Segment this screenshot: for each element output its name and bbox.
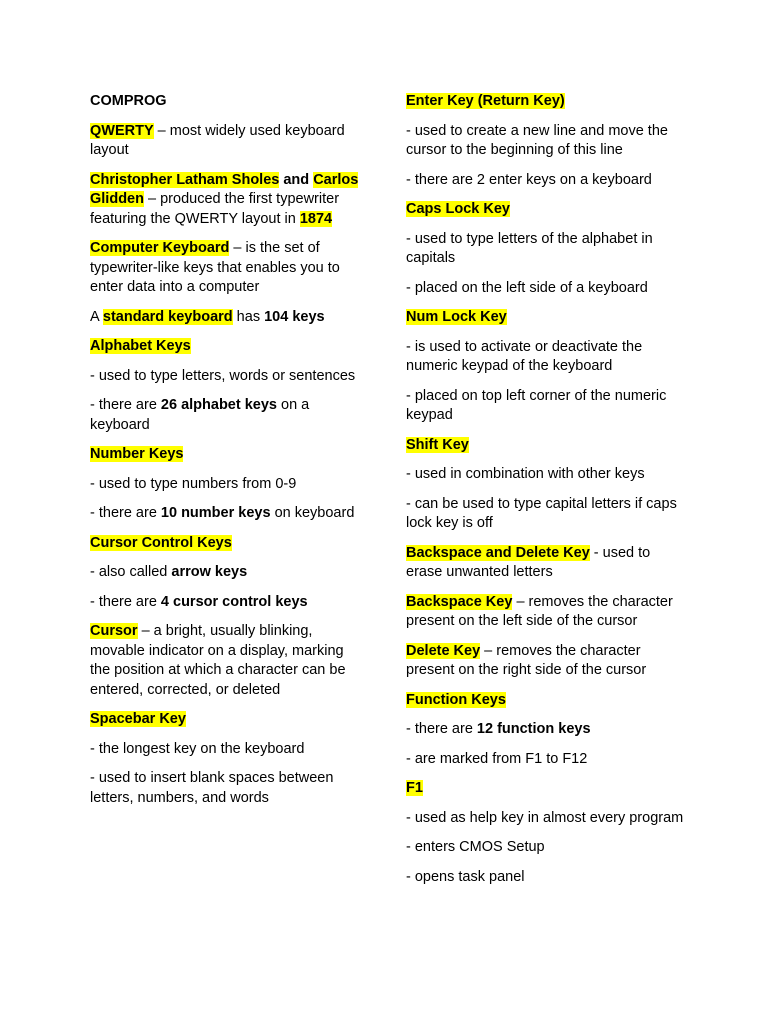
shift-heading-text: Shift Key (406, 436, 469, 453)
document-title: COMPROG (90, 93, 167, 109)
alphabet-keys-line1: - used to type letters, words or sentences (90, 367, 356, 384)
enter-key-line2: - there are 2 enter keys on a keyboard (406, 171, 652, 188)
function-keys-line2: - are marked from F1 to F12 (406, 750, 588, 767)
number-line2-bold: 10 number keys (160, 505, 271, 521)
spacebar-line1: - the longest key on the keyboard (90, 740, 305, 757)
backspace-term: Backspace Key (406, 593, 513, 610)
shift-line2: - can be used to type capital letters if caps lock key is off (406, 495, 677, 531)
f1-heading (406, 779, 686, 799)
standard-keyboard-entry (90, 308, 362, 328)
caps-lock-line1: - used to type letters of the alphabet in capitals (406, 230, 653, 266)
f1-line2: - enters CMOS Setup (406, 839, 545, 855)
function-keys-heading-text: Function Keys (406, 691, 506, 708)
cursor-control-heading (90, 534, 362, 554)
qwerty-term: QWERTY (90, 122, 154, 139)
enter-key-line1: - used to create a new line and move the cursor to the beginning of this line (406, 122, 668, 158)
function-line1-bold: 12 function keys (476, 721, 591, 737)
glidden-name: Carlos Glidden (90, 171, 359, 207)
backspace-delete-entry (406, 544, 686, 583)
function-keys-line1 (406, 720, 686, 740)
spacebar-line2: - used to insert blank spaces between letters, numbers, and words (90, 770, 334, 806)
spacebar-heading-text: Spacebar Key (90, 711, 186, 727)
alphabet-keys-heading-text: Alphabet Keys (90, 338, 191, 354)
cursor-control-line2 (90, 593, 362, 613)
function-line1-pre: - there are (406, 721, 477, 737)
alphabet-keys-line2 (90, 396, 362, 435)
cursor-control-line1-bold: arrow keys (171, 564, 248, 580)
num-lock-heading-text: Num Lock Key (406, 309, 507, 325)
enter-key-heading-text: Enter Key (Return Key) (406, 93, 565, 109)
delete-term: Delete Key (406, 642, 481, 659)
cursor-term: Cursor (90, 623, 138, 639)
cursor-control-line1 (90, 563, 362, 583)
delete-entry (406, 642, 686, 681)
alphabet-keys-heading (90, 337, 362, 357)
f1-line1: - used as help key in almost every program (406, 809, 684, 826)
sholes-and: and (279, 171, 314, 188)
backspace-delete-term: Backspace and Delete Key (406, 544, 590, 561)
number-keys-line2 (90, 504, 362, 524)
number-line2-pre: - there are (90, 505, 161, 521)
standard-key-count: 104 keys (264, 308, 325, 325)
function-keys-heading (406, 691, 686, 711)
number-keys-line1: - used to type numbers from 0-9 (90, 475, 297, 492)
delete-definition: – removes the character present on the right side of the cursor (406, 642, 647, 678)
computer-keyboard-term: Computer Keyboard (90, 240, 230, 256)
alphabet-line2-bold: 26 alphabet keys (160, 397, 277, 413)
qwerty-year: 1874 (299, 210, 333, 227)
spacebar-heading (90, 710, 362, 730)
sholes-entry (90, 171, 362, 230)
left-column (90, 92, 362, 818)
cursor-entry (90, 622, 362, 700)
standard-a: A (90, 308, 103, 325)
number-line2-post: on keyboard (270, 505, 355, 521)
alphabet-line2-post: on a keyboard (90, 397, 310, 433)
cursor-definition: – a bright, usually blinking, movable indicator on a display, marking the position at which a character can be entered, corrected, or deleted (90, 623, 346, 698)
alphabet-line2-pre: - there are (90, 397, 161, 413)
qwerty-entry (90, 122, 362, 161)
caps-lock-heading (406, 200, 686, 220)
standard-keyboard-term: standard keyboard (102, 308, 233, 325)
sholes-text: – produced the first typewriter featuring the QWERTY layout in (90, 191, 340, 227)
cursor-control-heading-text: Cursor Control Keys (90, 534, 232, 551)
number-keys-heading-text: Number Keys (90, 446, 184, 462)
cursor-control-line2-bold: 4 cursor control keys (160, 593, 308, 610)
standard-has: has (232, 308, 265, 325)
num-lock-line2: - placed on top left corner of the numeric keypad (406, 387, 667, 423)
cursor-control-line1-pre: - also called (90, 564, 172, 580)
caps-lock-line2: - placed on the left side of a keyboard (406, 279, 648, 296)
computer-keyboard-entry (90, 239, 362, 298)
f1-line3: - opens task panel (406, 868, 525, 885)
caps-lock-heading-text: Caps Lock Key (406, 201, 510, 217)
right-column (406, 92, 686, 897)
num-lock-heading (406, 308, 686, 328)
number-keys-heading (90, 445, 362, 465)
shift-heading (406, 436, 686, 456)
num-lock-line1: - is used to activate or deactivate the numeric keypad of the keyboard (406, 338, 643, 374)
backspace-entry (406, 593, 686, 632)
enter-key-heading (406, 92, 686, 112)
computer-keyboard-definition: – is the set of typewriter-like keys that enables you to enter data into a computer (90, 240, 340, 295)
qwerty-definition: – most widely used keyboard layout (90, 122, 345, 158)
sholes-name: Christopher Latham Sholes (90, 171, 280, 188)
backspace-delete-definition: - used to erase unwanted letters (406, 544, 651, 580)
cursor-control-line2-pre: - there are (90, 593, 161, 610)
f1-heading-text: F1 (406, 780, 423, 796)
shift-line1: - used in combination with other keys (406, 466, 645, 482)
backspace-definition: – removes the character present on the left side of the cursor (406, 593, 673, 629)
